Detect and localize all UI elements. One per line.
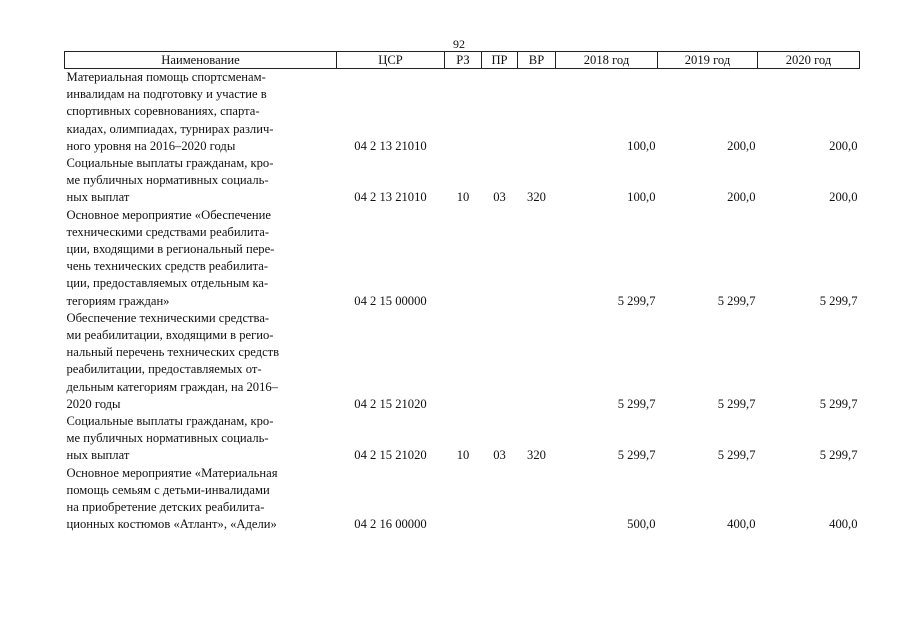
column-header-2019: 2019 год xyxy=(658,52,758,69)
row-value-2018: 5 299,7 xyxy=(617,448,656,463)
row-name-line: киадах, олимпиадах, турнирах различ- xyxy=(66,121,274,136)
row-name xyxy=(65,310,337,413)
row-name-line: спортивных соревнованиях, спарта- xyxy=(66,104,260,119)
row-pr: 03 xyxy=(493,448,506,463)
row-vr: 320 xyxy=(527,190,546,205)
row-value-2019: 5 299,7 xyxy=(717,293,756,308)
row-name xyxy=(65,465,337,534)
row-name-line: на приобретение детских реабилита- xyxy=(66,500,265,515)
row-pr xyxy=(482,310,518,413)
table-row xyxy=(65,465,860,534)
table-row xyxy=(65,155,860,207)
row-csr: 04 2 13 21010 xyxy=(354,138,427,153)
row-rz xyxy=(445,69,482,156)
row-rz xyxy=(445,465,482,534)
row-value-2020: 200,0 xyxy=(829,138,858,153)
table-header-row xyxy=(65,52,860,69)
row-csr: 04 2 15 21020 xyxy=(354,396,427,411)
row-name-line: инвалидам на подготовку и участие в xyxy=(66,87,267,102)
row-name-line: Социальные выплаты гражданам, кро- xyxy=(66,414,274,429)
row-pr xyxy=(482,207,518,310)
budget-table xyxy=(64,51,860,533)
column-header-2018: 2018 год xyxy=(556,52,658,69)
row-pr xyxy=(482,69,518,156)
row-name-line: Социальные выплаты гражданам, кро- xyxy=(66,156,274,171)
row-value-2019: 200,0 xyxy=(727,190,756,205)
column-header-csr: ЦСР xyxy=(337,52,445,69)
row-name-line: реабилитации, предоставляемых от- xyxy=(66,362,262,377)
row-value-2019: 5 299,7 xyxy=(717,396,756,411)
row-name xyxy=(65,69,337,156)
row-value-2020: 400,0 xyxy=(829,517,858,532)
row-name-line: тегориям граждан» xyxy=(66,293,170,308)
row-value-2019: 200,0 xyxy=(727,138,756,153)
row-rz: 10 xyxy=(456,448,470,463)
row-csr: 04 2 15 00000 xyxy=(354,293,427,308)
page-number: 92 xyxy=(453,37,465,51)
column-header-name: Наименование xyxy=(65,52,337,69)
row-value-2020: 5 299,7 xyxy=(819,448,858,463)
table-body xyxy=(65,69,860,534)
row-rz xyxy=(445,207,482,310)
row-name-line: техническими средствами реабилита- xyxy=(66,224,270,239)
table-row xyxy=(65,413,860,465)
row-name-line: 2020 годы xyxy=(66,396,121,411)
row-name-line: ми реабилитации, входящими в регио- xyxy=(66,328,274,343)
row-name-line: Обеспечение техническими средства- xyxy=(66,310,270,325)
row-name-line: ции, предоставляемых отдельным ка- xyxy=(66,276,269,291)
table-row xyxy=(65,207,860,310)
column-header-vr: ВР xyxy=(518,52,556,69)
row-name-line: чень технических средств реабилита- xyxy=(66,259,269,274)
row-name-line: ного уровня на 2016–2020 годы xyxy=(66,138,236,153)
row-value-2019: 5 299,7 xyxy=(717,448,756,463)
row-pr: 03 xyxy=(493,190,506,205)
row-name-line: ных выплат xyxy=(66,190,130,205)
row-pr xyxy=(482,465,518,534)
row-csr: 04 2 13 21010 xyxy=(354,190,427,205)
row-vr xyxy=(518,207,556,310)
row-name-line: Основное мероприятие «Материальная xyxy=(66,465,278,480)
row-value-2018: 5 299,7 xyxy=(617,293,656,308)
row-name-line: ции, входящими в региональный пере- xyxy=(66,242,275,257)
row-value-2018: 500,0 xyxy=(627,517,656,532)
column-header-2020: 2020 год xyxy=(758,52,860,69)
row-value-2020: 200,0 xyxy=(829,190,858,205)
row-csr: 04 2 16 00000 xyxy=(354,517,427,532)
row-name xyxy=(65,207,337,310)
row-rz xyxy=(445,310,482,413)
row-rz: 10 xyxy=(456,190,470,205)
row-value-2020: 5 299,7 xyxy=(819,396,858,411)
row-value-2018: 100,0 xyxy=(627,190,656,205)
row-name-line: ме публичных нормативных социаль- xyxy=(66,431,269,446)
row-name-line: Материальная помощь спортсменам- xyxy=(66,70,266,84)
column-header-pr: ПР xyxy=(482,52,518,69)
row-vr xyxy=(518,310,556,413)
row-csr: 04 2 15 21020 xyxy=(354,448,427,463)
row-name xyxy=(65,413,337,465)
row-vr xyxy=(518,69,556,156)
row-name-line: Основное мероприятие «Обеспечение xyxy=(66,207,271,222)
table-row xyxy=(65,69,860,156)
row-value-2019: 400,0 xyxy=(727,517,756,532)
row-vr: 320 xyxy=(527,448,546,463)
row-name-line: нальный перечень технических средств xyxy=(66,345,280,360)
row-name xyxy=(65,155,337,207)
row-name-line: ных выплат xyxy=(66,448,130,463)
row-value-2018: 100,0 xyxy=(627,138,656,153)
row-name-line: ме публичных нормативных социаль- xyxy=(66,173,269,188)
table-row xyxy=(65,310,860,413)
column-header-rz: РЗ xyxy=(445,52,482,69)
row-name-line: дельным категориям граждан, на 2016– xyxy=(66,379,278,394)
row-value-2020: 5 299,7 xyxy=(819,293,858,308)
row-value-2018: 5 299,7 xyxy=(617,396,656,411)
row-name-line: помощь семьям с детьми-инвалидами xyxy=(66,482,270,497)
row-name-line: ционных костюмов «Атлант», «Адели» xyxy=(66,517,277,532)
row-vr xyxy=(518,465,556,534)
